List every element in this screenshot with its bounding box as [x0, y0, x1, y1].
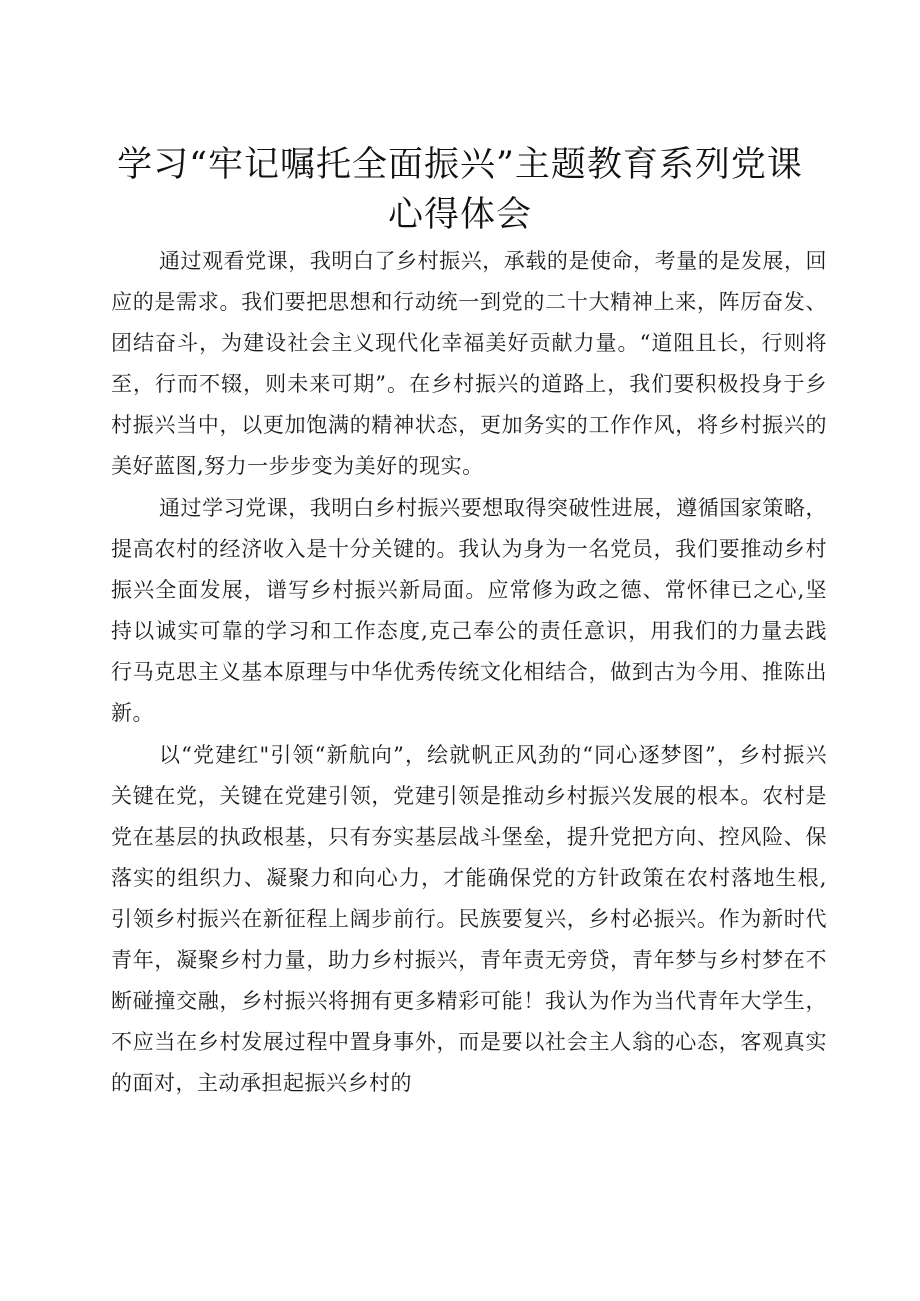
document-title-line-1: 学习“牢记嘱托全面振兴”主题教育系列党课	[117, 145, 803, 185]
paragraph: 通过学习党课，我明白乡村振兴要想取得突破性进展，遵循国家策略，提高农村的经济收入是十分关键的。我认为身为一名党员，我们要推动乡村振兴全面发展，谱写乡村振兴新局面。应常修为政之德、常怀律已之心,坚持以诚实可靠的学习和工作态度,克己奉公的责任意识，用我们的力量去践行马克思主义基本原理与中华优秀传统文化相结合，做到古为今用、推陈出新。	[111, 496, 827, 725]
paragraph: 通过观看党课，我明白了乡村振兴，承载的是使命，考量的是发展，回应的是需求。我们要把思想和行动统一到党的二十大精神上来，阵厉奋发、团结奋斗，为建设社会主义现代化幸福美好贡献力量。“道阻且长，行则将至，行而不辍，则未来可期”。在乡村振兴的道路上，我们要积极投身于乡村振兴当中，以更加饱满的精神状态，更加务实的工作作风，将乡村振兴的美好蓝图,努力一步步变为美好的现实。	[111, 249, 827, 478]
document-body	[111, 241, 827, 1104]
document-title-line-2: 心得体会	[387, 195, 532, 235]
paragraph: 以“党建红"引领“新航向”，绘就帆正风劲的“同心逐梦图”，乡村振兴关键在党，关键在党建引领，党建引领是推动乡村振兴发展的根本。农村是党在基层的执政根基，只有夯实基层战斗堡垒，提升党把方向、控风险、保落实的组织力、凝聚力和向心力，才能确保党的方针政策在农村落地生根,引领乡村振兴在新征程上阔步前行。民族要复兴，乡村必振兴。作为新时代青年，凝聚乡村力量，助力乡村振兴，青年责无旁贷，青年梦与乡村梦在不断碰撞交融，乡村振兴将拥有更多精彩可能！我认为作为当代青年大学生，不应当在乡村发展过程中置身事外，而是要以社会主人翁的心态，客观真实的面对，主动承担起振兴乡村的	[111, 743, 827, 1095]
